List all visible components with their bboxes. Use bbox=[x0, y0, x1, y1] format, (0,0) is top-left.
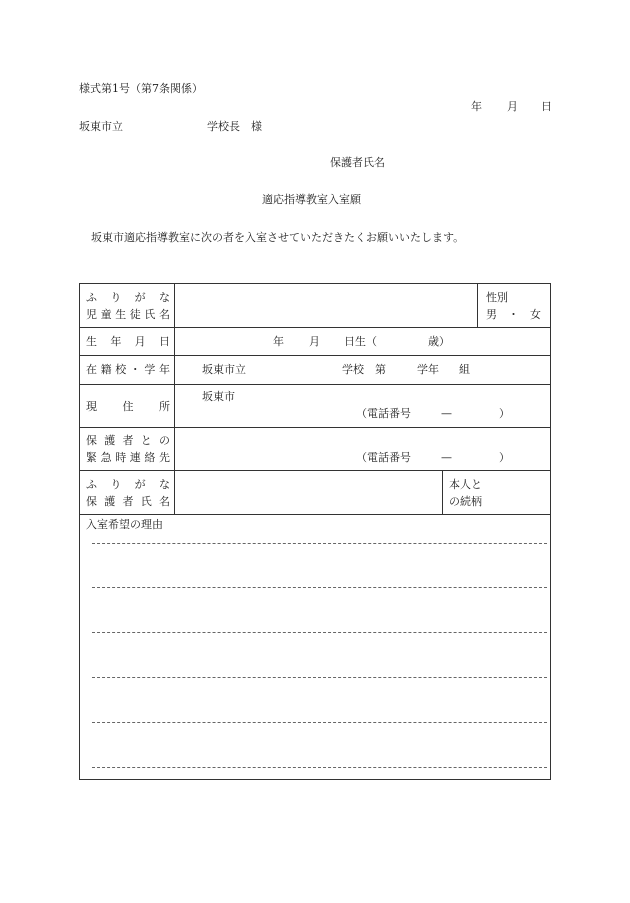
address-phone-close: ） bbox=[499, 407, 510, 420]
reason-line[interactable] bbox=[92, 677, 547, 678]
birth-month-label: 月 bbox=[309, 335, 320, 348]
relation-label-2: の続柄 bbox=[449, 495, 482, 508]
gender-options[interactable]: 男 ・ 女 bbox=[486, 308, 541, 321]
form-number: 様式第1号（第7条関係） bbox=[79, 82, 203, 95]
address-city: 坂東市 bbox=[202, 390, 235, 403]
gender-label: 性別 bbox=[486, 291, 508, 304]
emergency-phone-dash: — bbox=[441, 451, 452, 464]
reason-label: 入室希望の理由 bbox=[86, 518, 163, 531]
address-phone-label: （電話番号 bbox=[356, 407, 411, 420]
date-year-label: 年 bbox=[471, 100, 482, 113]
guardian-name-row-label: 保護者氏名 bbox=[86, 495, 170, 508]
reason-line[interactable] bbox=[92, 632, 547, 633]
student-name-label: ふ り が な bbox=[86, 291, 170, 304]
guardian-name-label: 保護者氏名 bbox=[330, 156, 385, 169]
school-mid-label: 学校 第 bbox=[342, 363, 386, 376]
address-label: 現 住 所 bbox=[86, 400, 170, 413]
emergency-label: 保護者との bbox=[86, 434, 170, 447]
school-class-label: 組 bbox=[459, 363, 470, 376]
reason-line[interactable] bbox=[92, 767, 547, 768]
emergency-label-2: 緊急時連絡先 bbox=[86, 451, 170, 464]
application-form bbox=[79, 283, 551, 780]
school-city: 坂東市立 bbox=[202, 363, 246, 376]
relation-label: 本人と bbox=[449, 478, 482, 491]
date-day-label: 日 bbox=[541, 100, 552, 113]
guardian-furigana-label: ふ り が な bbox=[86, 478, 170, 491]
birth-year-label: 年 bbox=[273, 335, 284, 348]
school-label: 在籍校・学年 bbox=[86, 363, 170, 376]
reason-line[interactable] bbox=[92, 543, 547, 544]
addressee-title: 学校長 様 bbox=[207, 120, 262, 133]
date-month-label: 月 bbox=[507, 100, 518, 113]
birth-day-label: 日生（ bbox=[344, 335, 377, 348]
reason-line[interactable] bbox=[92, 722, 547, 723]
birth-age-label: 歳） bbox=[428, 335, 450, 348]
reason-line[interactable] bbox=[92, 587, 547, 588]
birth-date-label: 生 年 月 日 bbox=[86, 335, 170, 348]
addressee-city: 坂東市立 bbox=[79, 120, 123, 133]
address-phone-dash: — bbox=[441, 407, 452, 420]
student-name-field[interactable] bbox=[188, 294, 473, 320]
emergency-phone-label: （電話番号 bbox=[356, 451, 411, 464]
document-title: 適応指導教室入室願 bbox=[262, 193, 361, 206]
emergency-phone-close: ） bbox=[499, 451, 510, 464]
request-text: 坂東市適応指導教室に次の者を入室させていただきたくお願いいたします。 bbox=[91, 231, 465, 244]
school-grade-label: 学年 bbox=[417, 363, 439, 376]
student-name-label-main: 児童生徒氏名 bbox=[86, 308, 170, 321]
